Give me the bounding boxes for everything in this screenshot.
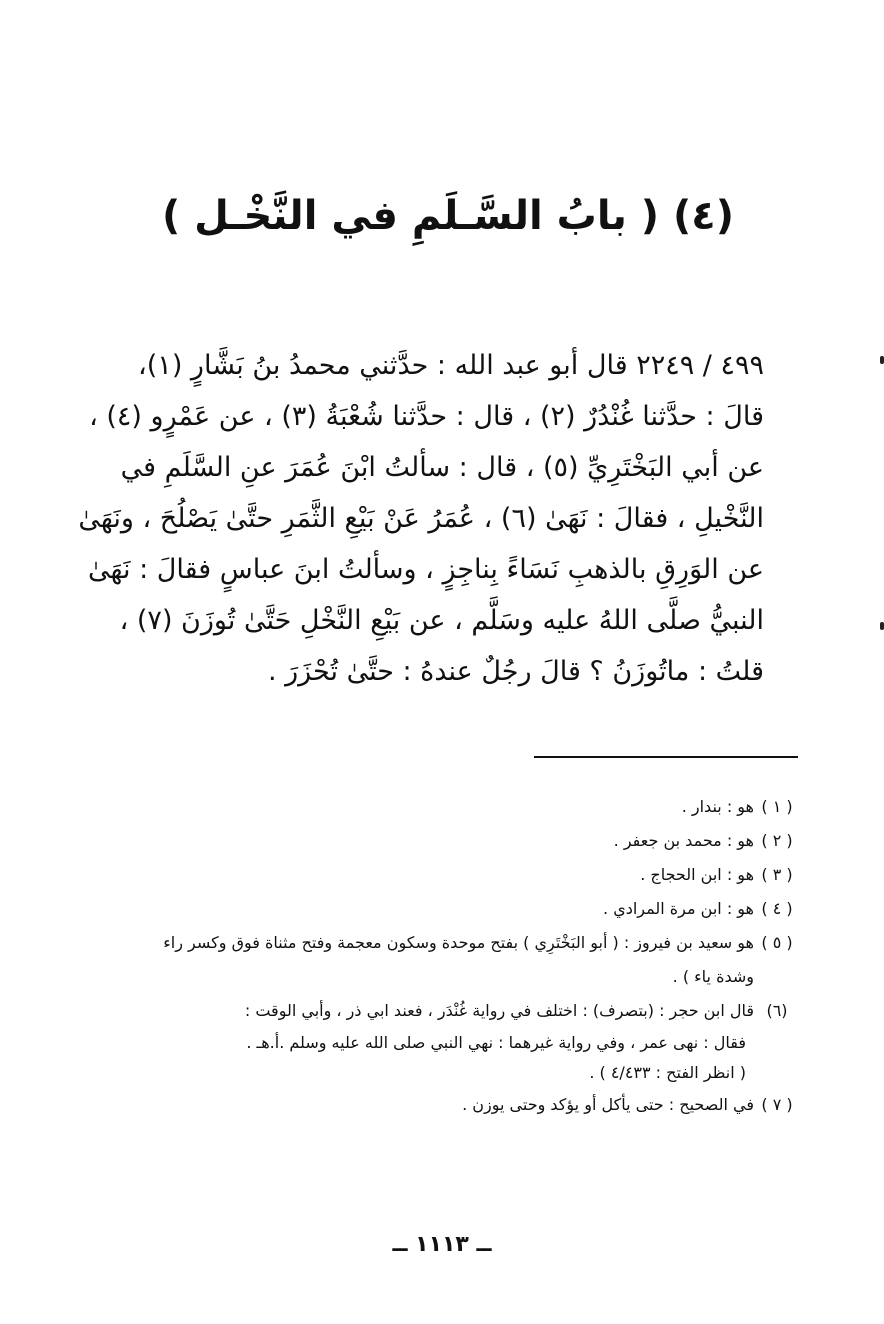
footnote-number: (٦) [766, 1001, 788, 1020]
scan-edge-mark [880, 356, 884, 364]
hadith-line-1: ٤٩٩ / ٢٢٤٩ قال أبو عبد الله : حدَّثني محمدُ بنُ بَشَّارٍ (١)، [138, 350, 764, 381]
footnote-text: هو : بندار . [681, 797, 754, 816]
footnote-text: في الصحيح : حتى يأكل أو يؤكد وحتى يوزن . [462, 1095, 754, 1114]
hadith-line-4: النَّخْيلِ ، فقالَ : نَهَىٰ (٦) ، عُمَرُ عَنْ بَيْعِ الثَّمَرِ حتَّىٰ يَصْلُحَ ، ونَهَىٰ [78, 503, 764, 534]
footnote-5 [140, 926, 800, 994]
footnote-text: هو : محمد بن جعفر . [613, 831, 754, 850]
footnote-separator [534, 756, 798, 758]
footnote-4 [140, 892, 800, 926]
hadith-text [78, 340, 764, 697]
footnote-6-quote: فقال : نهى عمر ، وفي رواية غيرهما : نهي النبي صلى الله عليه وسلم .أ.هـ . [246, 1033, 746, 1052]
footnote-number: ( ١ ) [761, 797, 793, 816]
footnote-text: هو : ابن مرة المرادي . [603, 899, 754, 918]
footnote-3 [140, 858, 800, 892]
hadith-line-7: قلتُ : ماتُوزَنُ ؟ قالَ رجُلٌ عندهُ : حتَّىٰ تُحْزَرَ . [267, 656, 764, 687]
hadith-line-6: النبيُّ صلَّى اللهُ عليه وسَلَّم ، عن بَيْعِ النَّخْلِ حَتَّىٰ تُوزَنَ (٧) ، [119, 605, 764, 636]
footnote-text: هو : ابن الحجاج . [640, 865, 754, 884]
page-number: ــ ١١١٣ ــ [392, 1232, 492, 1257]
hadith-line-5: عن الوَرِقِ بالذهبِ نَسَاءً بِناجِزٍ ، وسألتُ ابنَ عباسٍ فقالَ : نَهَىٰ [88, 554, 764, 585]
chapter-title: (٤) ( بابُ السَّـلَمِ في النَّخْـل ) [161, 193, 734, 239]
footnote-7 [140, 1088, 800, 1122]
footnote-number: ( ٤ ) [761, 899, 793, 918]
footnote-6 [140, 994, 800, 1028]
hadith-line-3: عن أبي البَخْتَرِيِّ (٥) ، قال : سألتُ ابْنَ عُمَرَ عنِ السَّلَمِ في [120, 452, 764, 483]
footnote-1 [140, 790, 800, 824]
footnote-number: ( ٥ ) [761, 933, 793, 952]
footnote-number: ( ٢ ) [761, 831, 793, 850]
scan-edge-mark [880, 622, 884, 630]
footnote-text: قال ابن حجر : (بتصرف) : اختلف في رواية غُنْدَر ، فعند ابي ذر ، وأبي الوقت : [244, 1001, 754, 1020]
footnote-2 [140, 824, 800, 858]
footnote-number: ( ٣ ) [761, 865, 793, 884]
hadith-line-2: قالَ : حدَّثنا غُنْدُرٌ (٢) ، قال : حدَّثنا شُعْبَةُ (٣) ، عن عَمْرٍو (٤) ، [89, 401, 764, 432]
footnote-6-reference: ( انظر الفتح : ٤/٤٣٣ ) . [589, 1063, 746, 1082]
footnote-text: هو سعيد بن فيروز : ( أبو البَخْتَرِي ) بفتح موحدة وسكون معجمة وفتح مثناة فوق وكسر راء وشدة ياء ) . [163, 933, 754, 986]
footnote-number: ( ٧ ) [761, 1095, 793, 1114]
footnotes [140, 790, 800, 1122]
